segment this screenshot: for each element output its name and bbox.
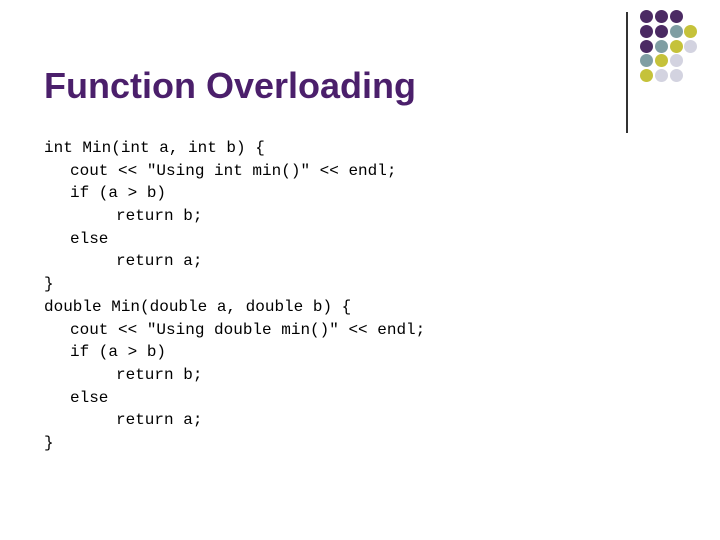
decorative-dot — [655, 54, 668, 67]
decorative-dot — [670, 40, 683, 53]
code-line: return a; — [116, 252, 203, 271]
decorative-dot — [640, 10, 653, 23]
decorative-dot — [640, 69, 653, 82]
decorative-dot-grid — [640, 10, 716, 120]
decorative-dot — [655, 10, 668, 23]
code-line: else — [70, 388, 109, 407]
code-line: } — [44, 275, 54, 294]
code-line: if (a > b) — [70, 343, 167, 362]
decorative-dot — [640, 25, 653, 38]
decorative-vertical-line — [626, 12, 628, 133]
decorative-dot — [684, 25, 697, 38]
decorative-dot — [670, 69, 683, 82]
code-line: } — [44, 433, 54, 452]
code-line: int Min(int a, int b) { — [44, 139, 265, 157]
decorative-dot — [684, 40, 697, 53]
slide-title: Function Overloading — [44, 65, 417, 106]
code-line: return a; — [116, 411, 203, 430]
decorative-dot — [640, 54, 653, 67]
decorative-dot — [670, 25, 683, 38]
code-line: double Min(double a, double b) { — [44, 297, 352, 316]
code-line: cout << "Using double min()" << endl; — [70, 320, 426, 339]
code-line: return b; — [116, 207, 203, 226]
decorative-dot — [670, 10, 683, 23]
code-line: return b; — [116, 365, 203, 384]
decorative-dot — [655, 69, 668, 82]
code-line: if (a > b) — [70, 184, 167, 203]
code-block — [44, 137, 425, 455]
decorative-dot — [670, 54, 683, 67]
decorative-dot — [640, 40, 653, 53]
decorative-dot — [655, 40, 668, 53]
code-line: else — [70, 229, 109, 248]
code-line: cout << "Using int min()" << endl; — [70, 161, 397, 180]
decorative-dot — [655, 25, 668, 38]
